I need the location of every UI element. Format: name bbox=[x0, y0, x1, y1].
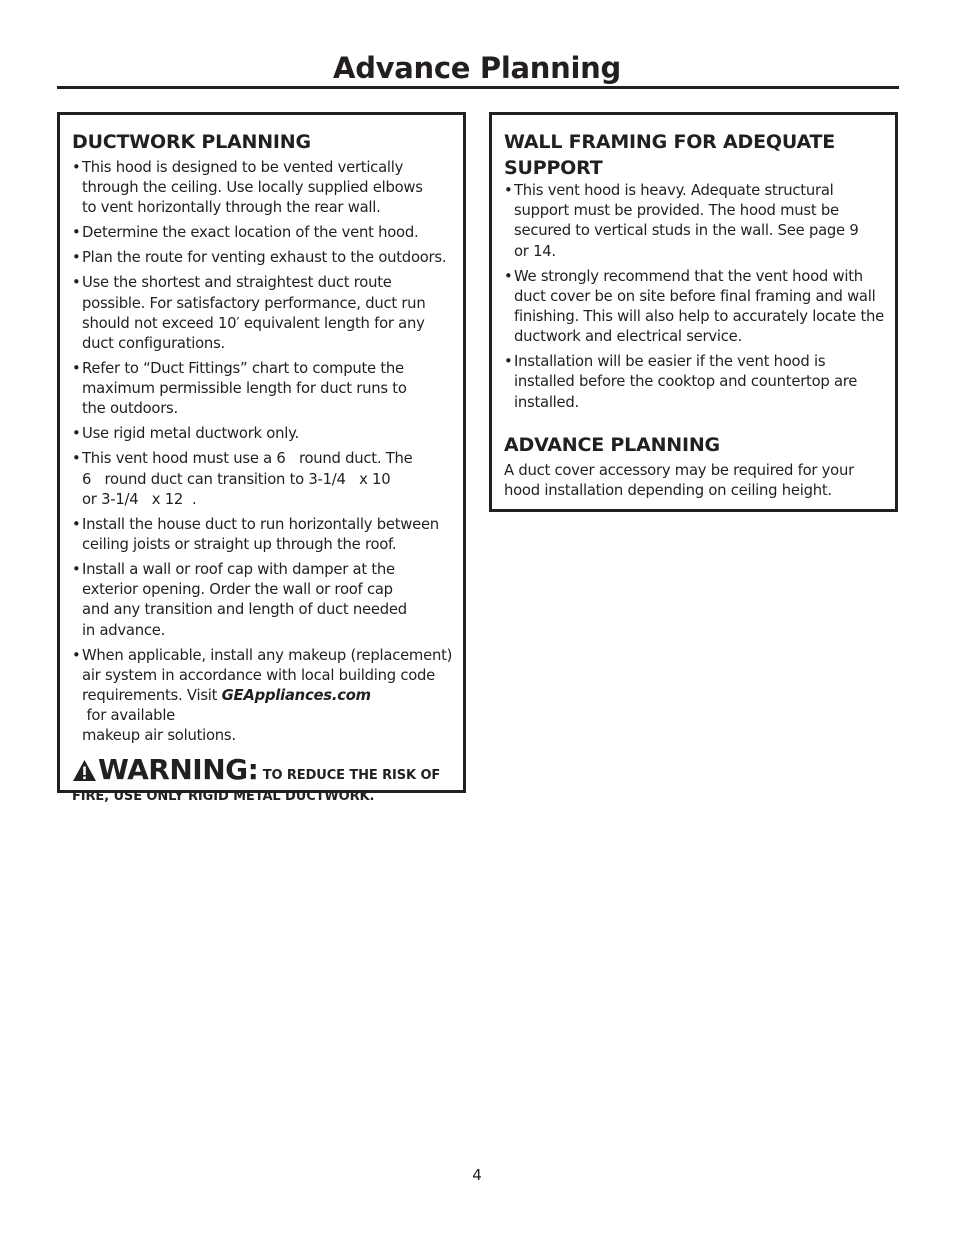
page-title: Advance Planning bbox=[333, 51, 621, 85]
list-item-line: support must be provided. The hood must be bbox=[514, 202, 839, 220]
list-item-line-prefix: requirements. Visit bbox=[82, 687, 222, 705]
ductwork-bullet-list bbox=[72, 158, 457, 747]
list-item-line: Install the house duct to run horizontally between bbox=[82, 515, 439, 533]
wall-framing-bullet-list bbox=[504, 181, 889, 413]
list-item-line: air system in accordance with local building code bbox=[82, 666, 436, 684]
bullet-icon: • bbox=[72, 425, 81, 443]
wall-framing-heading-line: SUPPORT bbox=[504, 157, 603, 179]
wall-framing-heading-line: WALL FRAMING FOR ADEQUATE bbox=[504, 131, 836, 153]
bullet-icon: • bbox=[72, 450, 81, 468]
list-item-line: exterior opening. Order the wall or roof cap bbox=[82, 581, 393, 599]
list-item-line: should not exceed 10′ equivalent length for any bbox=[82, 314, 425, 332]
warning-triangle-icon bbox=[72, 758, 97, 788]
title-divider bbox=[57, 86, 899, 89]
list-item-line: installed. bbox=[514, 393, 579, 411]
list-item-line: through the ceiling. Use locally supplied elbows bbox=[82, 179, 423, 197]
list-item bbox=[72, 515, 457, 555]
list-item bbox=[72, 223, 457, 243]
list-item bbox=[72, 273, 457, 354]
list-item-line: duct configurations. bbox=[82, 335, 225, 353]
paragraph-line: hood installation depending on ceiling height. bbox=[504, 481, 832, 499]
bullet-icon: • bbox=[504, 353, 513, 371]
wall-framing-box bbox=[489, 112, 898, 512]
list-item bbox=[504, 352, 889, 413]
list-item bbox=[72, 248, 457, 268]
warning-heading bbox=[72, 753, 258, 786]
list-item-line: and any transition and length of duct needed bbox=[82, 601, 407, 619]
bullet-icon: • bbox=[72, 274, 81, 292]
list-item-line: Use rigid metal ductwork only. bbox=[82, 425, 299, 443]
list-item-line: secured to vertical studs in the wall. See page 9 bbox=[514, 222, 859, 240]
list-item-line: Use the shortest and straightest duct route bbox=[82, 274, 392, 292]
warning-text-line1: TO REDUCE THE RISK OF bbox=[258, 767, 441, 783]
list-item-line: Plan the route for venting exhaust to the outdoors. bbox=[82, 249, 447, 267]
list-item-line: duct cover be on site before final framing and wall bbox=[514, 287, 876, 305]
list-item-line: We strongly recommend that the vent hood with bbox=[514, 267, 863, 285]
bullet-icon: • bbox=[72, 360, 81, 378]
list-item-line: ceiling joists or straight up through the roof. bbox=[82, 536, 397, 554]
bullet-icon: • bbox=[72, 561, 81, 579]
warning-text-line2: FIRE, USE ONLY RIGID METAL DUCTWORK. bbox=[72, 788, 375, 804]
list-item-line: When applicable, install any makeup (replacement) bbox=[82, 646, 453, 664]
list-item bbox=[72, 560, 457, 641]
ductwork-planning-content bbox=[72, 129, 457, 806]
ductwork-planning-box bbox=[57, 112, 466, 804]
bullet-icon: • bbox=[72, 159, 81, 176]
list-item-line-suffix: for available bbox=[82, 707, 176, 725]
list-item-line: This hood is designed to be vented vertically bbox=[82, 159, 404, 176]
list-item-line: Install a wall or roof cap with damper at the bbox=[82, 561, 395, 579]
warning-notice bbox=[72, 752, 457, 806]
page-number: 4 bbox=[472, 1166, 482, 1184]
ductwork-planning-heading: DUCTWORK PLANNING bbox=[72, 131, 311, 153]
list-item-line: This vent hood is heavy. Adequate structural bbox=[514, 182, 834, 199]
list-item-line: or 14. bbox=[514, 242, 556, 260]
bullet-icon: • bbox=[504, 182, 513, 199]
list-item bbox=[72, 449, 457, 510]
section-spacer bbox=[504, 418, 889, 432]
list-item-line: This vent hood must use a 6 round duct. The bbox=[82, 450, 413, 468]
wall-framing-heading bbox=[504, 129, 889, 181]
warning-label: WARNING: bbox=[98, 752, 259, 786]
list-item bbox=[504, 181, 889, 262]
bullet-icon: • bbox=[72, 646, 81, 664]
list-item-line: Installation will be easier if the vent hood is bbox=[514, 353, 826, 371]
list-item bbox=[72, 424, 457, 444]
bullet-icon: • bbox=[72, 515, 81, 533]
list-item bbox=[504, 267, 889, 348]
paragraph-line: A duct cover accessory may be required for your bbox=[504, 461, 854, 479]
list-item bbox=[72, 646, 457, 747]
list-item-line: the outdoors. bbox=[82, 400, 178, 418]
list-item-line: to vent horizontally through the rear wall. bbox=[82, 199, 381, 217]
list-item-line: possible. For satisfactory performance, duct run bbox=[82, 294, 426, 312]
list-item-line: installed before the cooktop and countertop are bbox=[514, 373, 858, 391]
bullet-icon: • bbox=[72, 249, 81, 267]
list-item-line: 6 round duct can transition to 3-1/4 x 10 bbox=[82, 470, 391, 488]
list-item-line: Determine the exact location of the vent hood. bbox=[82, 224, 419, 242]
bullet-icon: • bbox=[72, 224, 81, 242]
advance-planning-text bbox=[504, 461, 889, 501]
advance-planning-heading: ADVANCE PLANNING bbox=[504, 433, 720, 456]
list-item-line: ductwork and electrical service. bbox=[514, 328, 742, 346]
ge-appliances-link[interactable]: GEAppliances.com bbox=[221, 687, 371, 705]
list-item-line: makeup air solutions. bbox=[82, 727, 236, 745]
list-item-line: in advance. bbox=[82, 621, 166, 639]
wall-framing-content bbox=[504, 129, 889, 501]
list-item-line: or 3-1/4 x 12 . bbox=[82, 490, 197, 508]
bullet-icon: • bbox=[504, 267, 513, 285]
list-item bbox=[72, 359, 457, 420]
list-item-line: finishing. This will also help to accurately locate the bbox=[514, 308, 885, 326]
list-item-line: maximum permissible length for duct runs to bbox=[82, 380, 407, 398]
list-item-line: Refer to “Duct Fittings” chart to compute the bbox=[82, 360, 404, 378]
list-item bbox=[72, 158, 457, 219]
